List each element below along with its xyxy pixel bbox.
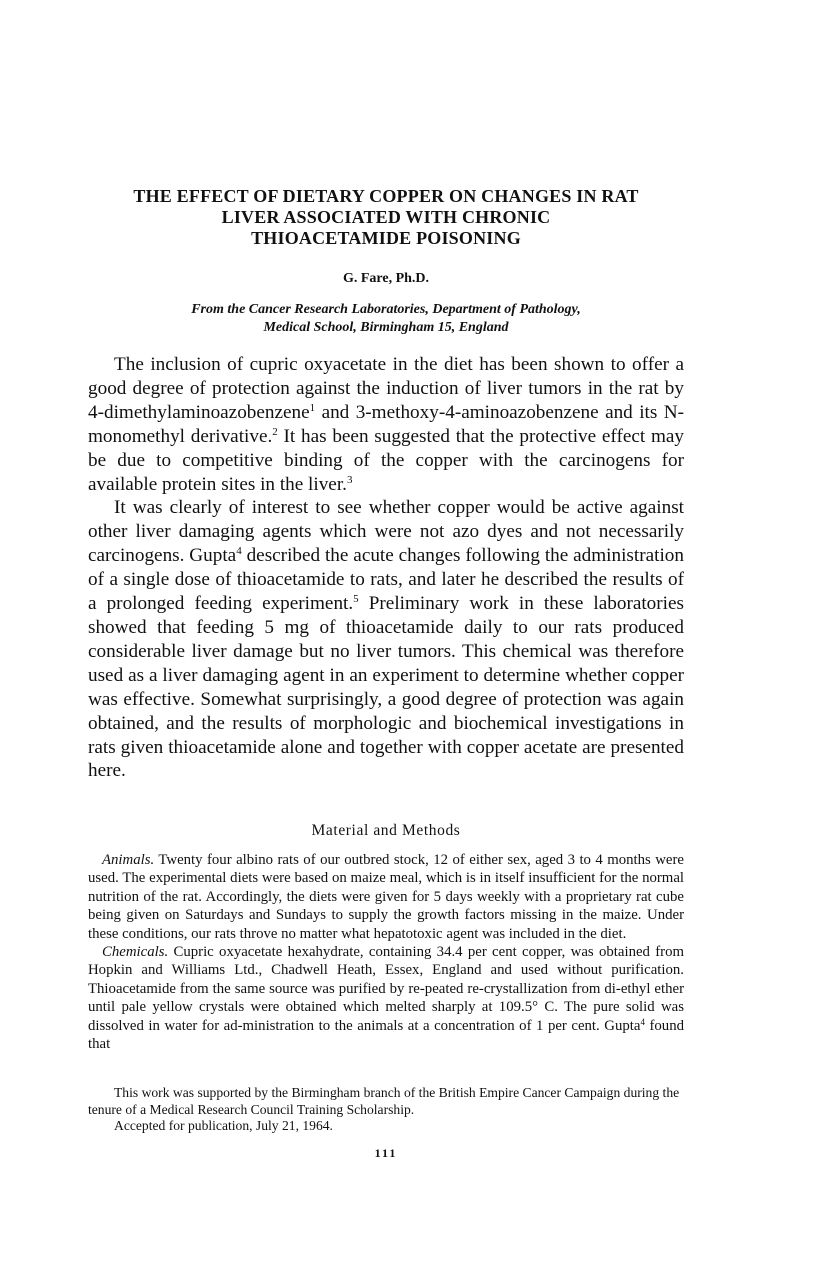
methods-section xyxy=(88,851,684,1053)
intro-paragraph-1: The inclusion of cupric oxyacetate in the diet has been shown to offer a good degree of protection against the induction of liver tumors in the rat by 4-dimethylaminoazobenzene$^1$ and 3-methoxy-4-aminoazobenzene and its N-monomethyl derivative.$^2$ It has been suggested that the protective effect may be due to competitive binding of the copper with the carcinogens for available protein sites in the liver.$^3$ xyxy=(88,354,684,495)
section-heading: Material and Methods xyxy=(311,822,461,839)
page-number: 111 xyxy=(374,1146,398,1160)
accepted-footnote: Accepted for publication, July 21, 1964. xyxy=(114,1118,333,1133)
affiliation-line-1: From the Cancer Research Laboratories, Department of Pathology, xyxy=(191,302,581,317)
title-line-1: THE EFFECT OF DIETARY COPPER ON CHANGES IN RAT xyxy=(133,186,639,206)
reference-marker: 4 xyxy=(640,1016,645,1027)
title-line-3: THIOACETAMIDE POISONING xyxy=(251,228,521,248)
title-line-2: LIVER ASSOCIATED WITH CHRONIC xyxy=(221,207,551,227)
reference-marker: 4 xyxy=(236,545,242,558)
support-footnote: This work was supported by the Birmingham branch of the British Empire Cancer Campaign during the tenure of a Medical Research Council Training Scholarship. xyxy=(88,1085,680,1117)
introduction xyxy=(88,353,684,783)
footnotes xyxy=(88,1085,684,1135)
chemicals-paragraph: Chemicals. Cupric oxyacetate hexahydrate, containing 34.4 per cent copper, was obtained from Hopkin and Williams Ltd., Chadwell Heath, Essex, England and used without purification. Thioacetamide from the same source was purified by re-peated re-crystallization from di-ethyl ether until pale yellow crystals were obtained which melted sharply at 109.5° C. The pure solid was dissolved in water for ad-ministration to the animals at a concentration of 1 per cent. Gupta$^4$ found that xyxy=(88,944,684,1053)
reference-marker: 1 xyxy=(309,401,316,414)
run-in-heading: Chemicals. xyxy=(102,944,169,961)
affiliation-line-2: Medical School, Birmingham 15, England xyxy=(263,320,509,335)
reference-marker: 3 xyxy=(346,473,353,486)
reference-marker: 5 xyxy=(353,593,359,606)
affiliation xyxy=(88,301,684,337)
run-in-heading: Animals. xyxy=(102,852,155,868)
author-name: G. Fare, Ph.D. xyxy=(342,271,430,286)
intro-paragraph-2: It was clearly of interest to see whether copper would be active against other liver damaging agents which were not azo dyes and not necessarily carcinogens. Gupta$^4$ described the acute changes following the administration of a single dose of thioacetamide to rats, and later he described the results of a prolonged feeding experiment.$^5$ Preliminary work in these laboratories showed that feeding 5 mg of thioacetamide daily to our rats produced considerable liver damage but no liver tumors. This chemical was therefore used as a liver damaging agent in an experiment to determine whether copper was effective. Somewhat surprisingly, a good degree of protection was again obtained, and the results of morphologic and biochemical investigations in rats given thioacetamide alone and together with copper acetate are presented here. xyxy=(88,497,684,782)
article-title xyxy=(88,186,684,249)
animals-paragraph: Animals. Twenty four albino rats of our outbred stock, 12 of either sex, aged 3 to 4 months were used. The experimental diets were based on maize meal, which is in itself insufficient for the normal nutrition of the rat. Accordingly, the diets were given for 5 days weekly with a proprietary rat cube being given on Saturdays and Sundays to supply the growth factors missing in the maize. Under these conditions, our rats throve no matter what hepatotoxic agent was included in the diet. xyxy=(88,852,684,942)
reference-marker: 2 xyxy=(272,425,278,438)
